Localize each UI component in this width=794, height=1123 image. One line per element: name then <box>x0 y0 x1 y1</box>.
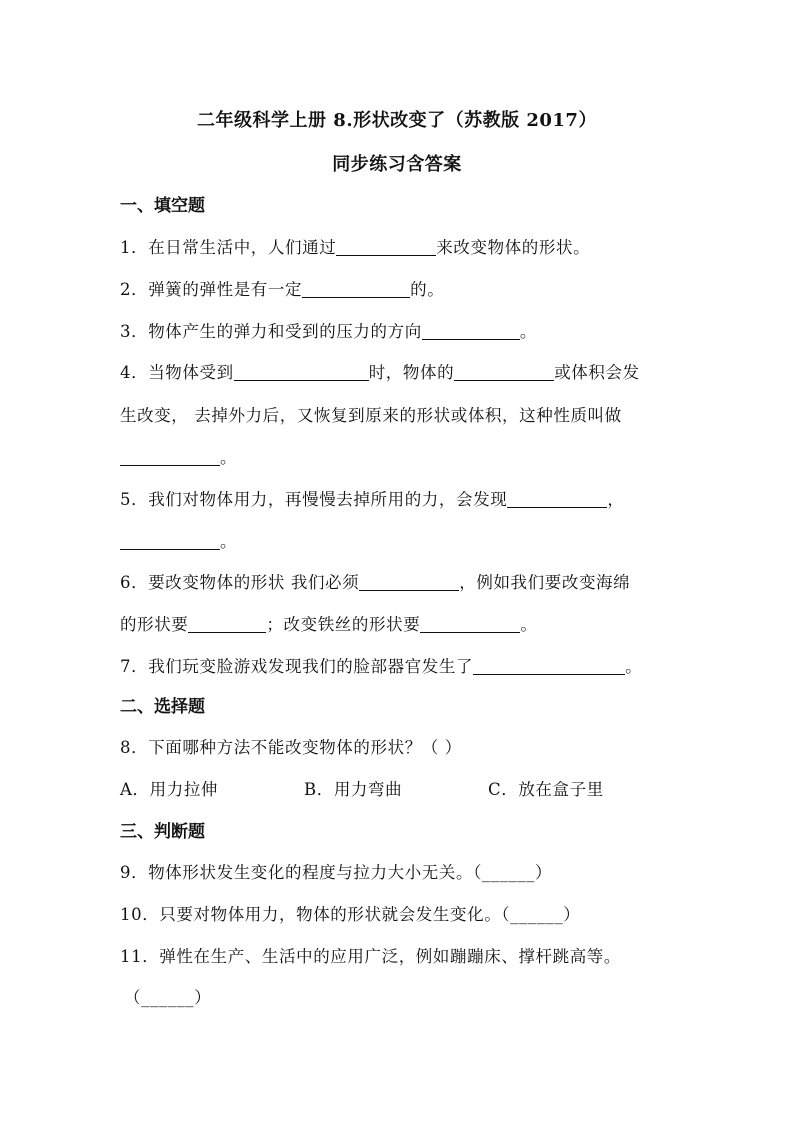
question-text: ；改变铁丝的形状要 <box>266 615 421 634</box>
question-7 <box>120 653 642 677</box>
question-text: 。 <box>625 657 643 676</box>
question-6 <box>120 569 630 593</box>
question-4-cont <box>120 444 237 468</box>
question-text: 。 <box>519 322 537 341</box>
question-text: 5．我们对物体用力，再慢慢去掉所用的力，会发现 <box>120 490 508 509</box>
question-text: 。 <box>520 615 538 634</box>
question-8: 8．下面哪种方法不能改变物体的形状？（ ） <box>120 738 462 757</box>
answer-blank[interactable] <box>120 531 220 550</box>
question-text: 7．我们玩变脸游戏发现我们的脸部器官发生了 <box>120 657 474 676</box>
question-text: 4．当物体受到 <box>120 363 234 382</box>
question-text: 1．在日常生活中，人们通过 <box>120 238 337 257</box>
answer-blank[interactable] <box>420 614 520 633</box>
document-subtitle: 同步练习含答案 <box>332 154 462 175</box>
question-2 <box>120 276 444 300</box>
answer-blank[interactable] <box>473 656 625 675</box>
section-multiple-choice: 二、选择题 <box>120 697 205 717</box>
question-text: 的。 <box>410 280 445 299</box>
question-text: 或体积会发 <box>554 363 640 382</box>
answer-blank[interactable] <box>422 321 520 340</box>
section-fill-in: 一、填空题 <box>120 196 205 216</box>
question-5-cont <box>120 528 237 552</box>
option-a[interactable]: A．用力拉伸 <box>120 780 219 799</box>
question-text: 。 <box>220 532 238 551</box>
question-text: ，例如我们要改变海绵 <box>459 573 631 592</box>
question-text: 时，物体的 <box>368 363 455 382</box>
question-text: 生改变， 去掉外力后，又恢复到原来的形状或体积，这种性质叫做 <box>120 406 622 425</box>
section-true-false: 三、判断题 <box>120 822 205 842</box>
answer-blank[interactable] <box>302 279 410 298</box>
answer-blank[interactable] <box>507 489 607 508</box>
question-6-cont <box>120 611 537 635</box>
answer-blank[interactable] <box>120 447 220 466</box>
option-c[interactable]: C．放在盒子里 <box>488 780 604 799</box>
question-text: 。 <box>220 448 238 467</box>
question-11-answer-paren[interactable]: （______） <box>124 988 212 1007</box>
question-text: 3．物体产生的弹力和受到的压力的方向 <box>120 322 422 341</box>
answer-blank[interactable] <box>234 362 369 381</box>
question-9: 9．物体形状发生变化的程度与拉力大小无关。（______） <box>120 863 553 882</box>
option-b[interactable]: B．用力弯曲 <box>304 780 403 799</box>
question-text: 6．要改变物体的形状 我们必须 <box>120 573 360 592</box>
question-4 <box>120 359 640 383</box>
answer-blank[interactable] <box>359 572 459 591</box>
answer-blank[interactable] <box>454 362 554 381</box>
answer-blank[interactable] <box>336 237 436 256</box>
question-5 <box>120 486 624 510</box>
question-1 <box>120 234 590 258</box>
question-8-options <box>120 776 680 798</box>
question-text: 来改变物体的形状。 <box>436 238 591 257</box>
question-text: ， <box>607 490 625 509</box>
answer-blank[interactable] <box>188 614 266 633</box>
document-title: 二年级科学上册 8.形状改变了（苏教版 2017） <box>197 110 597 131</box>
question-text: 2．弹簧的弹性是有一定 <box>120 280 303 299</box>
question-3 <box>120 318 537 342</box>
question-4-cont <box>120 402 622 426</box>
question-text: 的形状要 <box>120 615 189 634</box>
question-11: 11．弹性在生产、生活中的应用广泛，例如蹦蹦床、撑杆跳高等。 <box>120 947 621 966</box>
question-10: 10．只要对物体用力，物体的形状就会发生变化。（______） <box>120 905 581 924</box>
